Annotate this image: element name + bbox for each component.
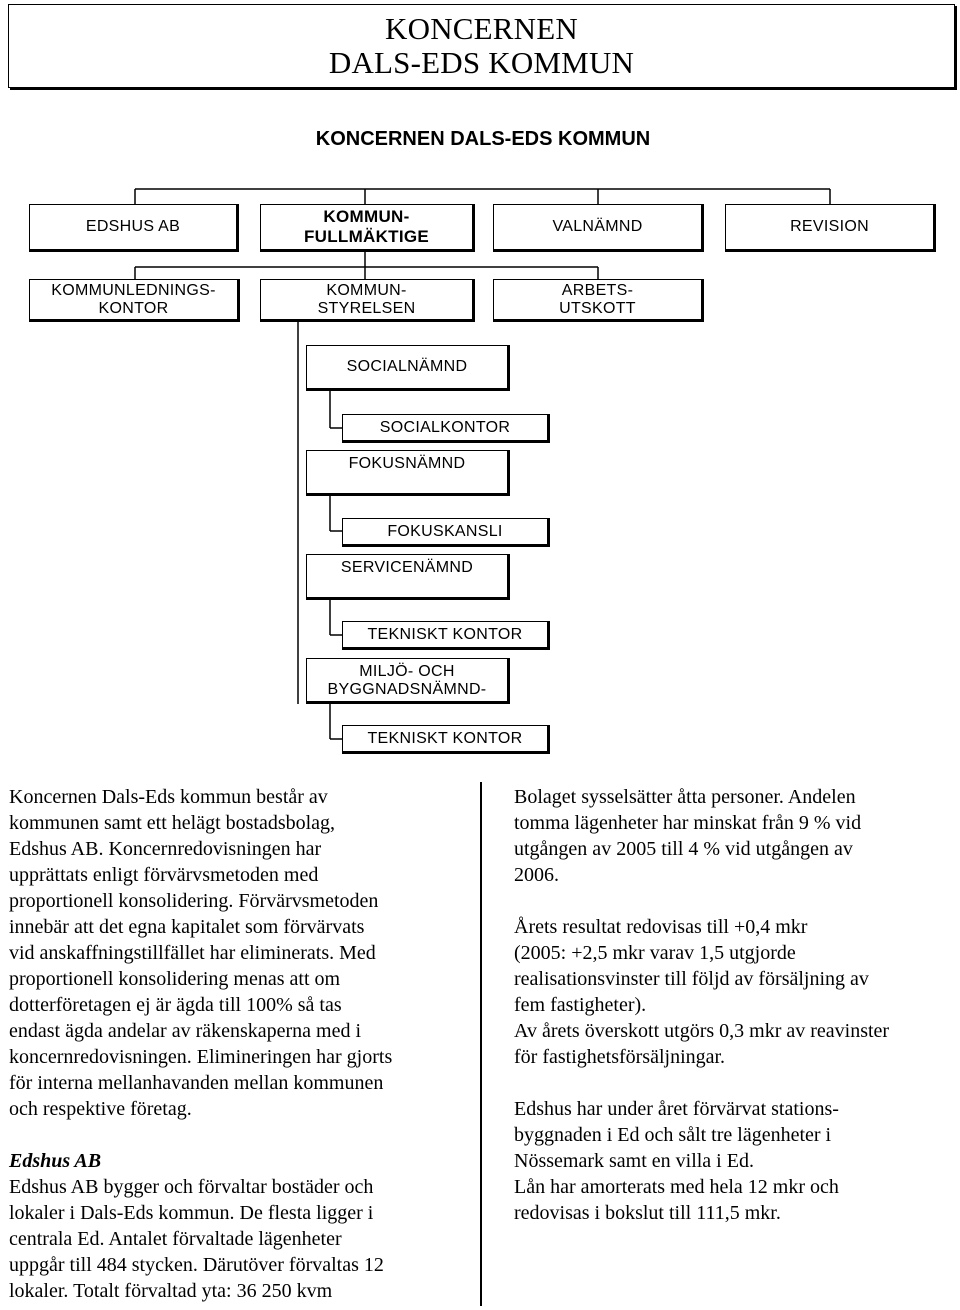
intro-line: proportionell konsolidering menas att om xyxy=(9,968,341,990)
column-divider xyxy=(480,782,482,1306)
acquisition-line: Nössemark samt en villa i Ed. xyxy=(514,1150,754,1172)
left-text-column xyxy=(9,784,474,1304)
intro-line: proportionell konsolidering. Förvärvsmetoden xyxy=(9,890,379,912)
org-box-socialnamnd xyxy=(306,345,510,391)
banner-title-line-1: KONCERNEN xyxy=(385,11,578,46)
intro-line: kommunen samt ett helägt bostadsbolag, xyxy=(9,812,336,834)
org-box-servicenamnd-label: SERVICENÄMND xyxy=(340,559,474,576)
org-box-tekniskt-kontor-2 xyxy=(342,725,550,754)
org-box-klk-line-2: KONTOR xyxy=(98,299,169,317)
org-box-edshus xyxy=(29,204,239,252)
intro-line: Koncernen Dals-Eds kommun består av xyxy=(9,786,328,808)
org-box-socialkontor xyxy=(342,414,550,443)
org-box-kommunfullmaktige xyxy=(260,204,475,252)
org-box-au-line-2: UTSKOTT xyxy=(559,299,636,317)
edshus-line: lokaler. Totalt förvaltad yta: 36 250 kvm xyxy=(9,1280,333,1302)
org-box-miljo-byggnadsnamnd xyxy=(306,658,510,704)
org-box-valnamnd-label: VALNÄMND xyxy=(552,218,643,235)
org-box-ks-line-2: STYRELSEN xyxy=(317,299,416,317)
org-box-fokuskansli-label: FOKUSKANSLI xyxy=(387,522,503,540)
org-box-ks-line-1: KOMMUN- xyxy=(326,281,407,299)
section-heading-edshus: Edshus AB xyxy=(9,1150,102,1172)
right-text-column xyxy=(514,784,954,1226)
edshus-line: lokaler i Dals-Eds kommun. De flesta ligger i xyxy=(9,1202,374,1224)
intro-line: vid anskaffningstillfället har eliminerats. Med xyxy=(9,942,376,964)
org-box-revision-label: REVISION xyxy=(790,218,869,235)
org-box-kommunstyrelsen xyxy=(260,279,475,322)
org-box-au-line-1: ARBETS- xyxy=(561,281,634,299)
acquisition-line: Edshus har under året förvärvat stations- xyxy=(514,1098,839,1120)
intro-line: innebär att det egna kapitalet som förvärvats xyxy=(9,916,365,938)
result-line: för fastighetsförsäljningar. xyxy=(514,1046,726,1068)
org-box-tekniskt-kontor-1-label: TEKNISKT KONTOR xyxy=(367,625,523,643)
acquisition-line: redovisas i bokslut till 111,5 mkr. xyxy=(514,1202,781,1224)
org-chart-title: KONCERNEN DALS-EDS KOMMUN xyxy=(315,128,651,150)
result-line: Av årets överskott utgörs 0,3 mkr av reavinster xyxy=(514,1020,890,1042)
intro-line: Edshus AB. Koncernredovisningen har xyxy=(9,838,322,860)
org-box-fokuskansli xyxy=(342,518,550,547)
org-box-miljo-line-1: MILJÖ- OCH xyxy=(359,663,455,680)
org-box-socialnamnd-label: SOCIALNÄMND xyxy=(346,358,468,375)
edshus-line: uppgår till 484 stycken. Därutöver förvaltas 12 xyxy=(9,1254,384,1276)
org-box-tekniskt-kontor-1 xyxy=(342,621,550,650)
intro-line: för interna mellanhavanden mellan kommunen xyxy=(9,1072,384,1094)
org-box-klk-line-1: KOMMUNLEDNINGS- xyxy=(51,281,216,299)
result-line: fem fastigheter). xyxy=(514,994,647,1016)
org-box-servicenamnd xyxy=(306,554,510,600)
org-box-kf-line-2: FULLMÄKTIGE xyxy=(303,227,430,246)
org-box-miljo-line-2: BYGGNADSNÄMND- xyxy=(327,681,487,698)
org-box-kf-line-1: KOMMUN- xyxy=(323,207,410,226)
intro-line: och respektive företag. xyxy=(9,1098,192,1120)
org-box-kommunledningskontor xyxy=(29,279,240,322)
intro-line: koncernredovisningen. Elimineringen har gjorts xyxy=(9,1046,393,1068)
result-line: Årets resultat redovisas till +0,4 mkr xyxy=(514,916,808,938)
edshus-line: centrala Ed. Antalet förvaltade lägenheter xyxy=(9,1228,342,1250)
edshus-line: Edshus AB bygger och förvaltar bostäder och xyxy=(9,1176,374,1198)
org-box-socialkontor-label: SOCIALKONTOR xyxy=(379,418,511,436)
org-box-edshus-label: EDSHUS AB xyxy=(85,218,181,235)
staff-line: tomma lägenheter har minskat från 9 % vid xyxy=(514,812,862,834)
staff-line: utgången av 2005 till 4 % vid utgången av xyxy=(514,838,853,860)
org-box-valnamnd xyxy=(493,204,704,252)
org-box-tekniskt-kontor-2-label: TEKNISKT KONTOR xyxy=(367,729,523,747)
intro-line: dotterföretagen ej är ägda till 100% så tas xyxy=(9,994,342,1016)
org-box-fokusnamnd-label: FOKUSNÄMND xyxy=(348,455,466,472)
org-box-revision xyxy=(725,204,936,252)
org-box-arbetsutskott xyxy=(493,279,704,322)
acquisition-line: Lån har amorterats med hela 12 mkr och xyxy=(514,1176,839,1198)
staff-line: 2006. xyxy=(514,864,559,886)
intro-line: upprättats enligt förvärvsmetoden med xyxy=(9,864,319,886)
intro-line: endast ägda andelar av räkenskaperna med i xyxy=(9,1020,362,1042)
result-line: realisationsvinster till följd av försäljning av xyxy=(514,968,869,990)
banner-title-line-2: DALS-EDS KOMMUN xyxy=(328,45,635,80)
result-line: (2005: +2,5 mkr varav 1,5 utgjorde xyxy=(514,942,796,964)
org-box-fokusnamnd xyxy=(306,450,510,496)
acquisition-line: byggnaden i Ed och sålt tre lägenheter i xyxy=(514,1124,832,1146)
staff-line: Bolaget sysselsätter åtta personer. Andelen xyxy=(514,786,856,808)
